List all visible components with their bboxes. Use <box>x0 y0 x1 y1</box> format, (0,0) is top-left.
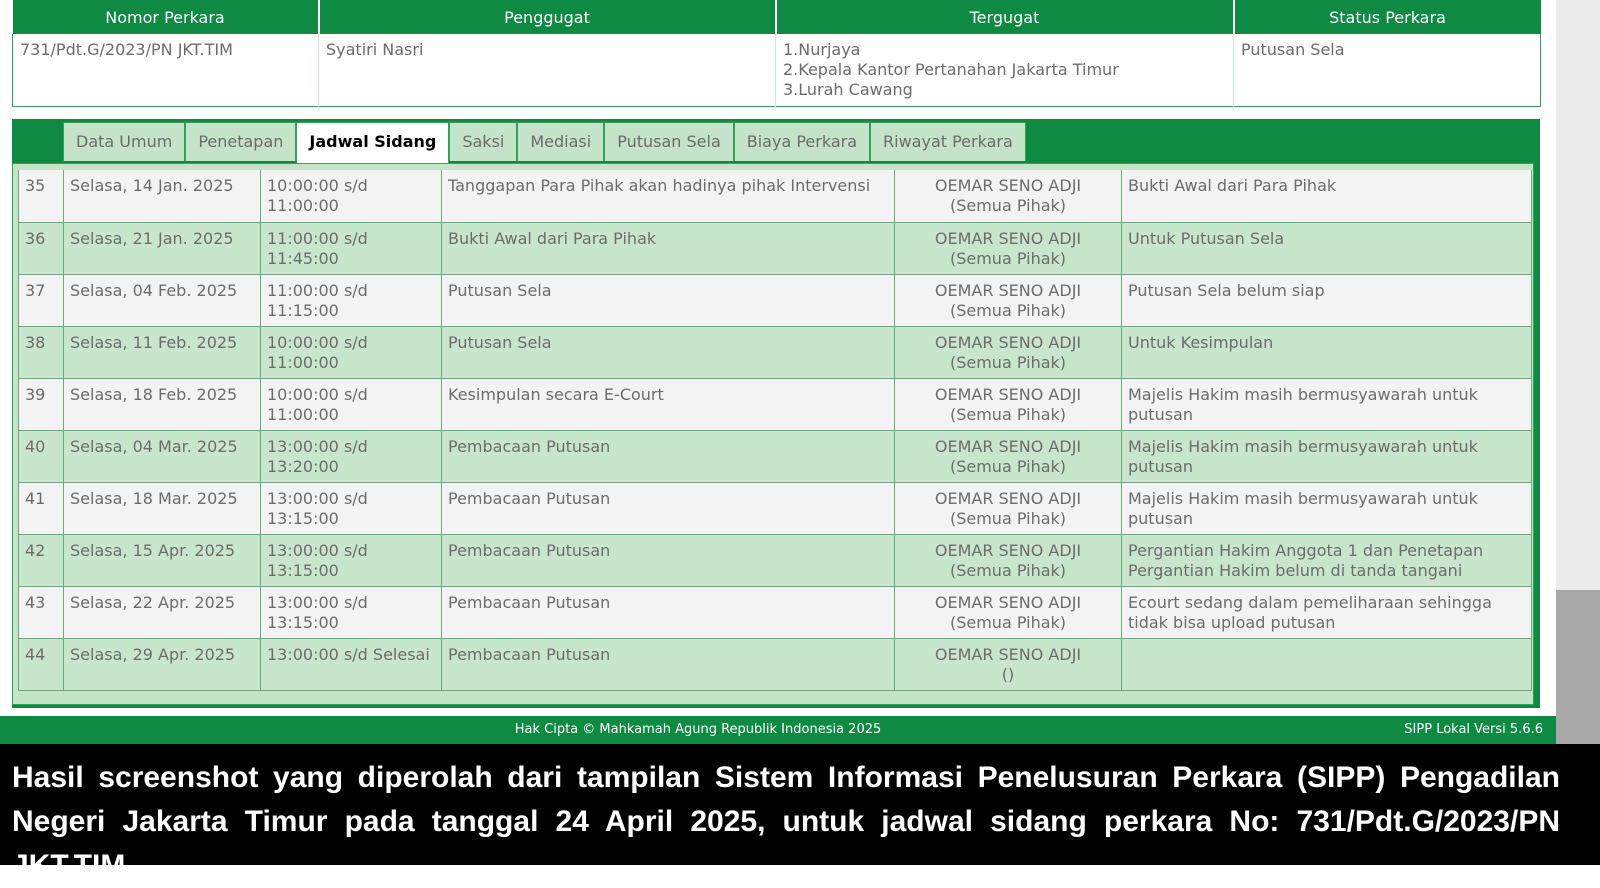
row-date: Selasa, 18 Feb. 2025 <box>64 378 261 430</box>
case-status: Putusan Sela <box>1241 40 1345 59</box>
row-date: Selasa, 29 Apr. 2025 <box>64 638 261 690</box>
row-number: 39 <box>19 378 64 430</box>
defendant-1: 1.Nurjaya <box>783 40 861 59</box>
row-reason: Untuk Kesimpulan <box>1122 326 1532 378</box>
scrollbar-thumb[interactable] <box>1556 590 1600 744</box>
judge-parties: (Semua Pihak) <box>949 248 1067 268</box>
row-reason: Untuk Putusan Sela <box>1122 222 1532 274</box>
table-row <box>19 378 1532 430</box>
table-row <box>19 170 1532 222</box>
row-time: 13:00:00 s/d 13:20:00 <box>261 430 442 482</box>
row-time: 10:00:00 s/d 11:00:00 <box>261 378 442 430</box>
judge-name: OEMAR SENO ADJI <box>934 488 1082 508</box>
row-number: 38 <box>19 326 64 378</box>
row-reason: Majelis Hakim masih bermusyawarah untuk putusan <box>1122 482 1532 534</box>
row-time: 11:00:00 s/d 11:15:00 <box>261 274 442 326</box>
row-reason: Majelis Hakim masih bermusyawarah untuk putusan <box>1122 378 1532 430</box>
judge-parties: (Semua Pihak) <box>949 352 1067 372</box>
row-reason <box>1122 638 1532 690</box>
judge-name: OEMAR SENO ADJI <box>934 280 1082 300</box>
col-status-perkara: Status Perkara <box>1234 0 1541 34</box>
row-agenda: Pembacaan Putusan <box>442 482 895 534</box>
row-judge <box>895 482 1122 534</box>
row-judge <box>895 326 1122 378</box>
judge-parties: (Semua Pihak) <box>949 196 1067 215</box>
row-agenda: Pembacaan Putusan <box>442 638 895 690</box>
scrollbar[interactable] <box>1556 0 1600 744</box>
row-date: Selasa, 22 Apr. 2025 <box>64 586 261 638</box>
row-judge <box>895 638 1122 690</box>
case-header-table <box>12 0 1541 107</box>
defendants <box>776 34 1234 107</box>
row-number: 35 <box>19 170 64 222</box>
row-reason: Pergantian Hakim Anggota 1 dan Penetapan Pergantian Hakim belum di tanda tangani <box>1122 534 1532 586</box>
row-time: 13:00:00 s/d 13:15:00 <box>261 534 442 586</box>
row-number: 36 <box>19 222 64 274</box>
tab-jadwal-sidang[interactable]: Jadwal Sidang <box>296 122 449 164</box>
tab-saksi[interactable]: Saksi <box>449 122 517 161</box>
row-agenda: Putusan Sela <box>442 274 895 326</box>
row-number: 37 <box>19 274 64 326</box>
case-info-row <box>13 34 1541 107</box>
row-agenda: Kesimpulan secara E-Court <box>442 378 895 430</box>
row-time: 10:00:00 s/d 11:00:00 <box>261 170 442 222</box>
row-time: 13:00:00 s/d 13:15:00 <box>261 482 442 534</box>
row-judge <box>895 430 1122 482</box>
table-row <box>19 534 1532 586</box>
case-header-row <box>13 0 1541 34</box>
judge-name: OEMAR SENO ADJI <box>934 332 1082 352</box>
col-tergugat: Tergugat <box>776 0 1234 34</box>
judge-parties: (Semua Pihak) <box>949 560 1067 580</box>
col-penggugat: Penggugat <box>319 0 776 34</box>
judge-parties: () <box>1001 664 1015 684</box>
tab-mediasi[interactable]: Mediasi <box>517 122 604 161</box>
row-agenda: Bukti Awal dari Para Pihak <box>442 222 895 274</box>
tab-bar <box>63 122 1026 162</box>
row-date: Selasa, 11 Feb. 2025 <box>64 326 261 378</box>
judge-parties: (Semua Pihak) <box>949 404 1067 424</box>
row-agenda: Pembacaan Putusan <box>442 586 895 638</box>
footer <box>0 716 1556 744</box>
row-time: 13:00:00 s/d Selesai <box>261 638 442 690</box>
tab-riwayat-perkara[interactable]: Riwayat Perkara <box>870 122 1026 161</box>
table-row <box>19 586 1532 638</box>
case-number: 731/Pdt.G/2023/PN JKT.TIM <box>13 34 319 107</box>
defendant-3: 3.Lurah Cawang <box>783 80 913 99</box>
row-date: Selasa, 04 Mar. 2025 <box>64 430 261 482</box>
defendant-2: 2.Kepala Kantor Pertanahan Jakarta Timur <box>783 60 1119 79</box>
row-date: Selasa, 15 Apr. 2025 <box>64 534 261 586</box>
table-row <box>19 430 1532 482</box>
schedule-body <box>19 170 1532 690</box>
row-judge <box>895 534 1122 586</box>
judge-name: OEMAR SENO ADJI <box>934 228 1082 248</box>
row-agenda: Pembacaan Putusan <box>442 430 895 482</box>
judge-parties: (Semua Pihak) <box>949 300 1067 320</box>
row-judge <box>895 378 1122 430</box>
footer-version: SIPP Lokal Versi 5.6.6 <box>1404 722 1543 737</box>
judge-name: OEMAR SENO ADJI <box>934 592 1082 612</box>
row-reason: Majelis Hakim masih bermusyawarah untuk putusan <box>1122 430 1532 482</box>
plaintiff: Syatiri Nasri <box>319 34 776 107</box>
row-time: 11:00:00 s/d 11:45:00 <box>261 222 442 274</box>
row-time: 13:00:00 s/d 13:15:00 <box>261 586 442 638</box>
table-row <box>19 638 1532 690</box>
row-reason: Putusan Sela belum siap <box>1122 274 1532 326</box>
row-agenda: Pembacaan Putusan <box>442 534 895 586</box>
row-judge <box>895 274 1122 326</box>
row-reason: Ecourt sedang dalam pemeliharaan sehingga tidak bisa upload putusan <box>1122 586 1532 638</box>
row-number: 41 <box>19 482 64 534</box>
judge-name: OEMAR SENO ADJI <box>934 176 1082 195</box>
judge-parties: (Semua Pihak) <box>949 456 1067 476</box>
row-number: 42 <box>19 534 64 586</box>
row-time: 10:00:00 s/d 11:00:00 <box>261 326 442 378</box>
row-number: 44 <box>19 638 64 690</box>
tab-putusan-sela[interactable]: Putusan Sela <box>604 122 734 161</box>
row-date: Selasa, 21 Jan. 2025 <box>64 222 261 274</box>
tab-data-umum[interactable]: Data Umum <box>63 122 185 161</box>
row-reason: Bukti Awal dari Para Pihak <box>1122 170 1532 222</box>
col-nomor-perkara: Nomor Perkara <box>13 0 319 34</box>
row-agenda: Tanggapan Para Pihak akan hadinya pihak Intervensi <box>442 170 895 222</box>
judge-name: OEMAR SENO ADJI <box>934 644 1082 664</box>
row-number: 43 <box>19 586 64 638</box>
judge-parties: (Semua Pihak) <box>949 612 1067 632</box>
row-date: Selasa, 18 Mar. 2025 <box>64 482 261 534</box>
row-judge <box>895 222 1122 274</box>
row-agenda: Putusan Sela <box>442 326 895 378</box>
tab-biaya-perkara[interactable]: Biaya Perkara <box>734 122 870 161</box>
caption: Hasil screenshot yang diperolah dari tampilan Sistem Informasi Penelusuran Perkara (SIPP) Pengadilan Negeri Jakarta Timur pada tanggal 24 April 2025, untuk jadwal sidang perkara No: 731/Pdt.G/2023/PN JKT.TIM. <box>0 744 1600 865</box>
judge-parties: (Semua Pihak) <box>949 508 1067 528</box>
row-judge <box>895 586 1122 638</box>
row-date: Selasa, 14 Jan. 2025 <box>64 170 261 222</box>
schedule-table <box>18 170 1532 691</box>
row-judge <box>895 170 1122 222</box>
table-row <box>19 222 1532 274</box>
judge-name: OEMAR SENO ADJI <box>934 436 1082 456</box>
tab-penetapan[interactable]: Penetapan <box>185 122 296 161</box>
table-row <box>19 274 1532 326</box>
row-number: 40 <box>19 430 64 482</box>
judge-name: OEMAR SENO ADJI <box>934 540 1082 560</box>
table-row <box>19 482 1532 534</box>
table-row <box>19 326 1532 378</box>
row-date: Selasa, 04 Feb. 2025 <box>64 274 261 326</box>
judge-name: OEMAR SENO ADJI <box>934 384 1082 404</box>
footer-copyright: Hak Cipta © Mahkamah Agung Republik Indonesia 2025 <box>514 722 882 737</box>
